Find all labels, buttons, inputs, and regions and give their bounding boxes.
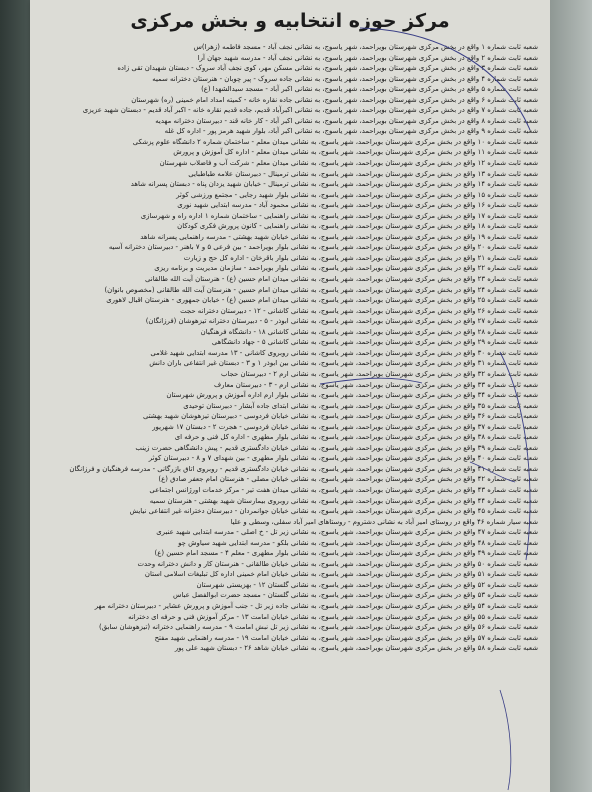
list-item: شعبه ثابت شماره ۱۶ واقع در بخش مرکزی شهرستان بویراحمد، شهر یاسوج، به نشانی محمود آباد - مدرسه ابتدایی شهید نوری — [177, 201, 538, 210]
list-item: شعبه ثابت شماره ۲۷ واقع در بخش مرکزی شهرستان بویراحمد، شهر یاسوج، به نشانی ابوذر - ۵ - دبیرستان دخترانه تیزهوشان (فرزانگان) — [145, 317, 538, 326]
list-item: شعبه ثابت شماره ۱۴ واقع در بخش مرکزی شهرستان بویراحمد، شهر یاسوج، به نشانی ترمینال - خیابان شهید یزدان پناه - دبستان پسرانه شاهد — [130, 180, 538, 189]
list-item: شعبه ثابت شماره ۴۳ واقع در بخش مرکزی شهرستان بویراحمد، شهر یاسوج، به نشانی میدان هفت تیر - مرکز خدمات اورژانس اجتماعی — [149, 485, 538, 494]
list-item: شعبه ثابت شماره ۸ واقع در بخش مرکزی شهرستان بویراحمد، شهر یاسوج، به نشانی اکبر آباد - کار خانه قند - دبیرستان دخترانه مهدیه — [155, 116, 538, 125]
list-item: شعبه ثابت شماره ۲۹ واقع در بخش مرکزی شهرستان بویراحمد، شهر یاسوج، به نشانی کاشانی ۵ - جهاد دانشگاهی — [211, 338, 538, 347]
list-item: شعبه ثابت شماره ۳۶ واقع در بخش مرکزی شهرستان بویراحمد، شهر یاسوج، به نشانی خیابان فردوسی - دبیرستان تیزهوشان شهید بهشتی — [142, 412, 538, 421]
list-item: شعبه ثابت شماره ۱۲ واقع در بخش مرکزی شهرستان بویراحمد، شهر یاسوج، به نشانی میدان معلم - شرکت آب و فاضلاب شهرستان — [159, 159, 538, 168]
list-item: شعبه ثابت شماره ۳۸ واقع در بخش مرکزی شهرستان بویراحمد، شهر یاسوج، به نشانی بلوار مطهری - اداره کل فنی و حرفه ای — [174, 433, 538, 442]
list-item: شعبه ثابت شماره ۵ واقع در بخش مرکزی شهرستان بویراحمد، شهر یاسوج، به نشانی اکبر آباد - مسجد سیدالشهدا (ع) — [201, 85, 538, 94]
list-item: شعبه ثابت شماره ۴۲ واقع در بخش مرکزی شهرستان بویراحمد، شهر یاسوج، به نشانی خیابان مصلی - هنرستان امام جعفر صادق (ع) — [158, 475, 538, 484]
list-item: شعبه ثابت شماره ۳ واقع در بخش مرکزی شهرستان بویراحمد، شهر یاسوج، به نشانی مسکن مهر، کوی نجف آباد سروک - دبستان شهیدان تقی زاده — [117, 64, 538, 73]
list-item: شعبه ثابت شماره ۲۵ واقع در بخش مرکزی شهرستان بویراحمد، شهر یاسوج، به نشانی میدان امام حسین (ع) - خیابان جمهوری - هنرستان اقبال لاهوری — [106, 296, 538, 305]
page-title: مرکز حوزه انتخابیه و بخش مرکزی — [130, 10, 450, 32]
list-item: شعبه ثابت شماره ۲۰ واقع در بخش مرکزی شهرستان بویراحمد، شهر یاسوج، به نشانی بلوار بویراحمد - بین فرعی ۵ و ۷ باهنر - دبیرستان دخترانه آسیه — [108, 243, 538, 252]
list-item: شعبه ثابت شماره ۵۵ واقع در بخش مرکزی شهرستان بویراحمد، شهر یاسوج، به نشانی خیابان امامت ۱۳ - مرکز آموزش فنی و حرفه ای دخترانه — [128, 612, 538, 621]
list-item: شعبه ثابت شماره ۵۸ واقع در بخش مرکزی شهرستان بویراحمد، شهر یاسوج، به نشانی خیابان شاهد ۲۶ - دبستان شهید علی پور — [174, 644, 538, 653]
list-item: شعبه ثابت شماره ۲۸ واقع در بخش مرکزی شهرستان بویراحمد، شهر یاسوج، به نشانی کاشانی ۱۸ - دانشگاه فرهنگیان — [200, 327, 538, 336]
list-item: شعبه ثابت شماره ۳۰ واقع در بخش مرکزی شهرستان بویراحمد، شهر یاسوج، به نشانی روبروی کاشانی - ۱۳ مدرسه ابتدایی شهید غلامی — [150, 348, 538, 357]
list-item: شعبه ثابت شماره ۴۰ واقع در بخش مرکزی شهرستان بویراحمد، شهر یاسوج، به نشانی بلوار مطهری - بین شهدای ۷ و ۸ - دبیرستان کوثر — [148, 454, 538, 463]
list-item: شعبه ثابت شماره ۳۲ واقع در بخش مرکزی شهرستان بویراحمد، شهر یاسوج، به نشانی ارم ۲ - دبیرستان حجاب — [221, 369, 538, 378]
list-item: شعبه ثابت شماره ۵۱ واقع در بخش مرکزی شهرستان بویراحمد، شهر یاسوج، به نشانی خیابان امام خمینی اداره کل تبلیغات اسلامی استان — [144, 570, 538, 579]
list-item: شعبه ثابت شماره ۱۸ واقع در بخش مرکزی شهرستان بویراحمد، شهر یاسوج، به نشانی راهنمایی - کانون پرورش فکری کودکان — [177, 222, 538, 231]
list-item: شعبه ثابت شماره ۲۳ واقع در بخش مرکزی شهرستان بویراحمد، شهر یاسوج، به نشانی میدان امام حسین (ع) - هنرستان آیت الله طالقانی — [145, 275, 538, 284]
list-item: شعبه ثابت شماره ۳۵ واقع در بخش مرکزی شهرستان بویراحمد، شهر یاسوج، به نشانی ابتدای جاده آبشار - دبیرستان توحیدی — [183, 401, 538, 410]
list-item: شعبه ثابت شماره ۳۹ واقع در بخش مرکزی شهرستان بویراحمد، شهر یاسوج، به نشانی خیابان دادگستری قدیم - پیش دانشگاهی حضرت زینب — [135, 443, 538, 452]
list-item: شعبه ثابت شماره ۴۸ واقع در بخش مرکزی شهرستان بویراحمد، شهر یاسوج، به نشانی بلکو - مدرسه ابتدایی شهید سیاوش چو — [178, 538, 538, 547]
list-item: شعبه ثابت شماره ۴ واقع در بخش مرکزی شهرستان بویراحمد، شهر یاسوج، به نشانی جاده سروک - پیر چوبان - هنرستان دخترانه سمیه — [152, 74, 538, 83]
list-item: شعبه ثابت شماره ۵۴ واقع در بخش مرکزی شهرستان بویراحمد، شهر یاسوج، به نشانی جاده زیر تل - جنب آموزش و پرورش عشایر - دبیرستان دخترانه مهر — [94, 601, 538, 610]
list-item: شعبه ثابت شماره ۲۶ واقع در بخش مرکزی شهرستان بویراحمد، شهر یاسوج، به نشانی کاشانی - ۱۲ - دبیرستان دخترانه حجت — [180, 306, 538, 315]
list-item: شعبه ثابت شماره ۳۱ واقع در بخش مرکزی شهرستان بویراحمد، شهر یاسوج، به نشانی بین ابوذر ۱ و ۳ - دبستان غیر انتفاعی باران دانش — [149, 359, 538, 368]
list-item: شعبه ثابت شماره ۱۵ واقع در بخش مرکزی شهرستان بویراحمد، شهر یاسوج، به نشانی بلوار شهید رجایی - مجتمع ورزشی کوثر — [176, 190, 538, 199]
list-item: شعبه ثابت شماره ۵۰ واقع در بخش مرکزی شهرستان بویراحمد، شهر یاسوج، به نشانی خیابان طالقانی - هنرستان کار و دانش دخترانه وحدت — [137, 559, 538, 568]
list-item: شعبه ثابت شماره ۱۳ واقع در بخش مرکزی شهرستان بویراحمد، شهر یاسوج، به نشانی ترمینال - دبیرستان علامه طباطبایی — [188, 169, 538, 178]
background-left-edge — [0, 0, 30, 792]
list-item: شعبه ثابت شماره ۱۰ واقع در بخش مرکزی شهرستان بویراحمد، شهر یاسوج، به نشانی میدان معلم - ساختمان شماره ۲ دانشگاه علوم پزشکی — [132, 137, 538, 146]
list-item: شعبه ثابت شماره ۲۱ واقع در بخش مرکزی شهرستان بویراحمد، شهر یاسوج، به نشانی بلوار باقرخان - اداره کل حج و زیارت — [183, 253, 538, 262]
list-item: شعبه ثابت شماره ۴۹ واقع در بخش مرکزی شهرستان بویراحمد، شهر یاسوج، به نشانی بلوار مطهری - معلم ۴ - مسجد امام حسین (ع) — [154, 549, 538, 558]
list-item: شعبه ثابت شماره ۲ واقع در بخش مرکزی شهرستان بویراحمد، شهر یاسوج، به نشانی نجف آباد - مدرسه شهید جهان آرا — [197, 53, 538, 62]
list-item: شعبه ثابت شماره ۵۲ واقع در بخش مرکزی شهرستان بویراحمد، شهر یاسوج، به نشانی گلستان ۱۲ - بهزیستی شهرستان — [196, 580, 538, 589]
polling-station-list — [36, 42, 538, 654]
list-item: شعبه ثابت شماره ۵۳ واقع در بخش مرکزی شهرستان بویراحمد، شهر یاسوج، به نشانی گلستان - مسجد حضرت ابوالفضل عباس — [173, 591, 538, 600]
list-item: شعبه ثابت شماره ۶ واقع در بخش مرکزی شهرستان بویراحمد، شهر یاسوج، به نشانی جاده نقاره خانه - کمیته امداد امام خمینی (ره) شهرستان — [131, 95, 538, 104]
list-item: شعبه ثابت شماره ۳۳ واقع در بخش مرکزی شهرستان بویراحمد، شهر یاسوج، به نشانی ارم - ۳ - دبیرستان معارف — [214, 380, 538, 389]
newspaper-page — [30, 0, 550, 792]
list-item: شعبه ثابت شماره ۹ واقع در بخش مرکزی شهرستان بویراحمد، شهر یاسوج، به نشانی اکبر آباد، بلوار شهید هرمز پور - اداره کل غله — [164, 127, 538, 136]
background-right-edge — [550, 0, 592, 792]
list-item: شعبه ثابت شماره ۷ واقع در بخش مرکزی شهرستان بویراحمد، شهر یاسوج، به نشانی اکبرآباد قدیم، جاده قدیم نقاره خانه - اکبر آباد قدیم - دبستان شهید عزیزی — [82, 106, 538, 115]
list-item: شعبه ثابت شماره ۴۴ واقع در بخش مرکزی شهرستان بویراحمد، شهر یاسوج، به نشانی روبروی بیمارستان شهید بهشتی - هنرستان سمیه — [149, 496, 538, 505]
list-item: شعبه ثابت شماره ۳۴ واقع در بخش مرکزی شهرستان بویراحمد، شهر یاسوج، به نشانی بلوار ارم اداره آموزش و پرورش شهرستان — [166, 391, 538, 400]
list-item: شعبه ثابت شماره ۲۲ واقع در بخش مرکزی شهرستان بویراحمد، شهر یاسوج، به نشانی بلوار بویراحمد - سازمان مدیریت و برنامه ریزی — [154, 264, 538, 273]
list-item: شعبه ثابت شماره ۴۵ واقع در بخش مرکزی شهرستان بویراحمد، شهر یاسوج، به نشانی خیابان جوانمردان - دبیرستان دخترانه غیر انتفاعی نیایش — [129, 507, 538, 516]
list-item: شعبه ثابت شماره ۲۴ واقع در بخش مرکزی شهرستان بویراحمد، شهر یاسوج، به نشانی میدان امام حسین - هنرستان آیت الله طالقانی (مخصوص بانوان) — [104, 285, 538, 294]
list-item: شعبه سیار شماره ۴۶ واقع در روستای امیر آباد به نشانی دشتروم - روستاهای امیر آباد سفلی، وسطی و علیا — [230, 517, 538, 526]
list-item: شعبه ثابت شماره ۳۷ واقع در بخش مرکزی شهرستان بویراحمد، شهر یاسوج، به نشانی خیابان فردوسی - هجرت ۲ - دبستان ۱۷ شهریور — [152, 422, 538, 431]
list-item: شعبه ثابت شماره ۱ واقع در بخش مرکزی شهرستان بویراحمد، شهر یاسوج، به نشانی نجف آباد - مسجد فاطمه (زهرا)س — [193, 43, 538, 51]
list-item: شعبه ثابت شماره ۵۶ واقع در بخش مرکزی شهرستان بویراحمد، شهر یاسوج، به نشانی زیر تل نبش امامت ۹ - مدرسه راهنمایی دخترانه (تیزهوشان سابق) — [99, 623, 538, 632]
list-item: شعبه ثابت شماره ۱۱ واقع در بخش مرکزی شهرستان بویراحمد، شهر یاسوج، به نشانی میدان معلم - اداره کل آموزش و پرورش — [173, 148, 538, 157]
list-item: شعبه ثابت شماره ۴۷ واقع در بخش مرکزی شهرستان بویراحمد، شهر یاسوج، به نشانی زیر تل - خ اصلی - مدرسه ابتدایی شهید عنبری — [156, 528, 538, 537]
list-item: شعبه ثابت شماره ۱۷ واقع در بخش مرکزی شهرستان بویراحمد، شهر یاسوج، به نشانی راهنمایی - ساختمان شماره ۱ اداره راه و شهرسازی — [140, 211, 538, 220]
list-item: شعبه ثابت شماره ۵۷ واقع در بخش مرکزی شهرستان بویراحمد، شهر یاسوج، به نشانی خیابان امامت ۱۹ - مدرسه راهنمایی شهید مفتح — [154, 633, 538, 642]
list-item: شعبه ثابت شماره ۴۱ واقع در بخش مرکزی شهرستان بویراحمد، شهر یاسوج، به نشانی خیابان دادگستری قدیم - روبروی اتاق بازرگانی - مدرسه فرهنگیان و فرزانگان — [69, 464, 538, 473]
list-item: شعبه ثابت شماره ۱۹ واقع در بخش مرکزی شهرستان بویراحمد، شهر یاسوج، به نشانی خیابان شهید بهشتی - مدرسه راهنمایی پسرانه شاهد — [140, 232, 538, 241]
